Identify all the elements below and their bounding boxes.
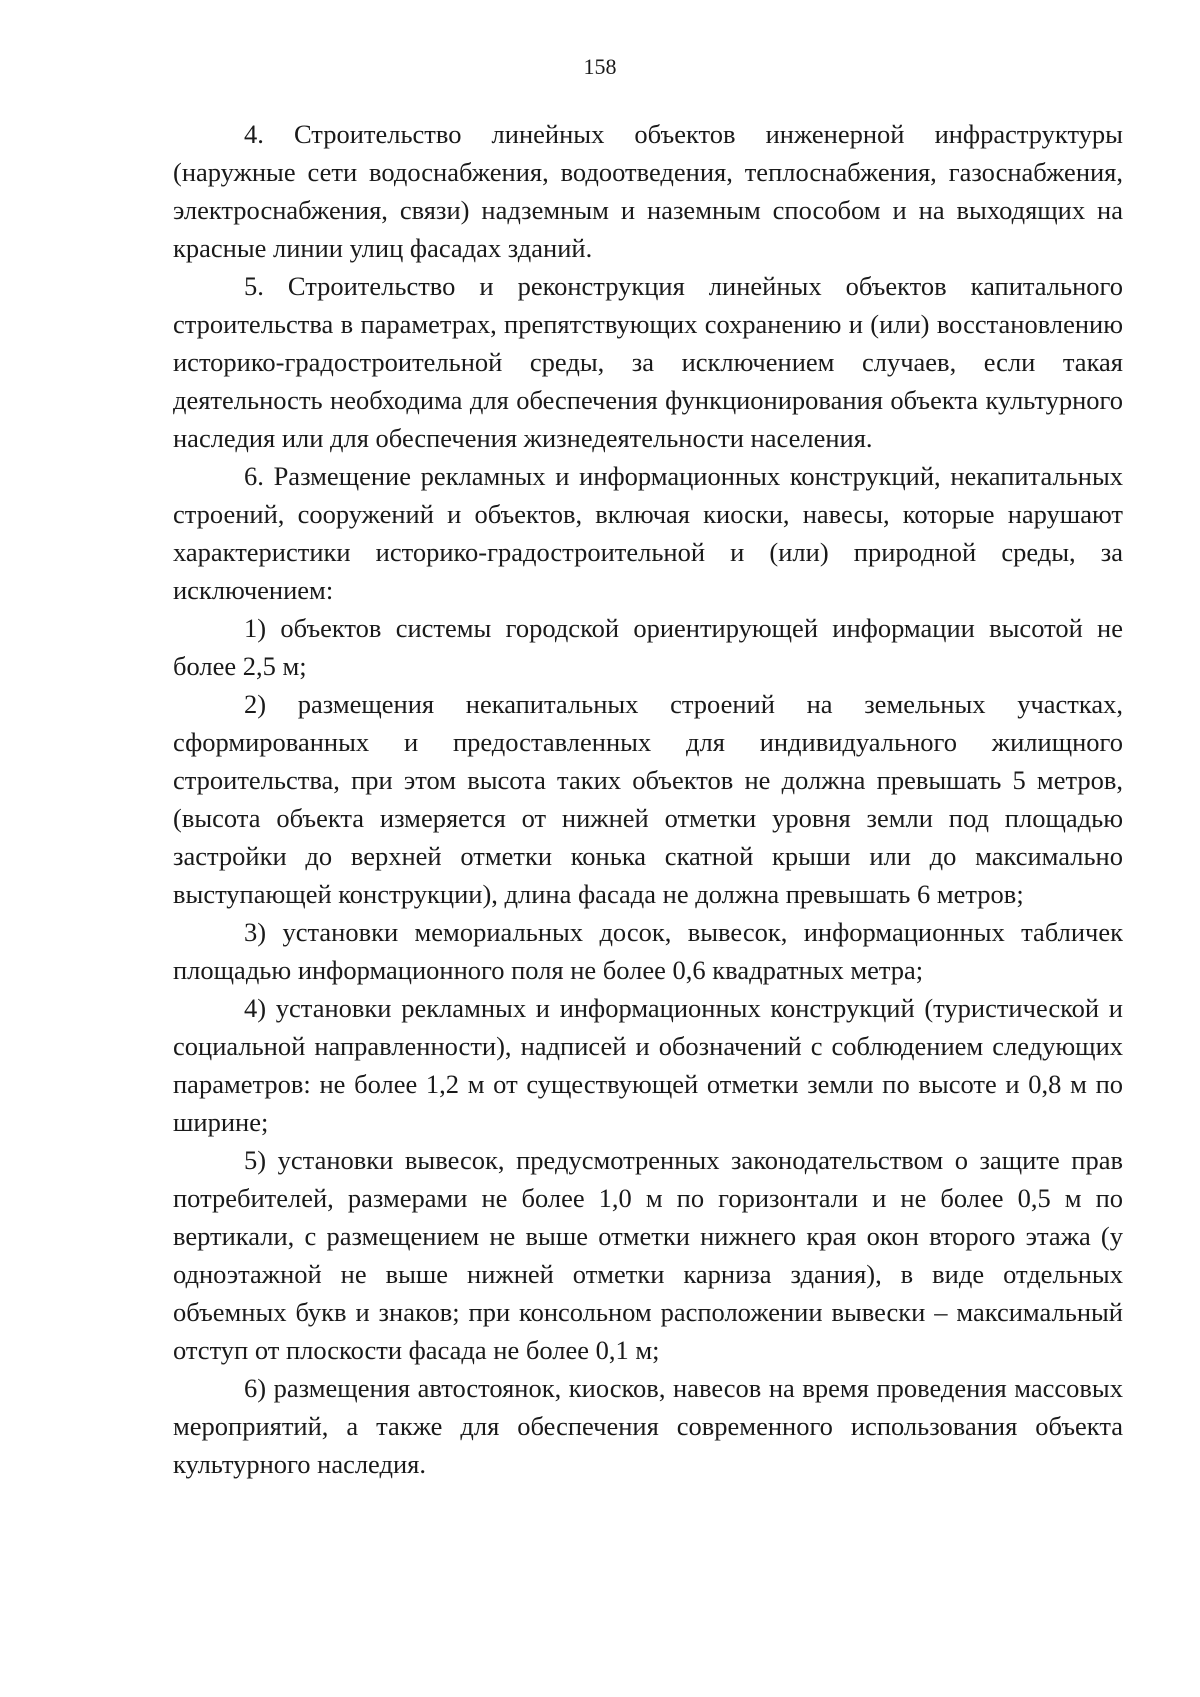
- subitem-6: 6) размещения автостоянок, киосков, навесов на время проведения массовых мероприятий, а также для обеспечения современного использования объекта культурного наследия.: [173, 1373, 1123, 1479]
- page-number: 158: [583, 54, 617, 79]
- paragraph-item-5: 5. Строительство и реконструкция линейных объектов капитального строительства в параметрах, препятствующих сохранению и (или) восстановлению историко-градостроительной среды, за исключением случаев, если такая деятельность необходима для обеспечения функционирования объекта культурного наследия или для обеспечения жизнедеятельности населения.: [173, 271, 1123, 453]
- subitem-4: 4) установки рекламных и информационных конструкций (туристической и социальной направленности), надписей и обозначений с соблюдением следующих параметров: не более 1,2 м от существующей отметки земли по высоте и 0,8 м по ширине;: [173, 993, 1123, 1137]
- subitem-5: 5) установки вывесок, предусмотренных законодательством о защите прав потребителей, размерами не более 1,0 м по горизонтали и не более 0,5 м по вертикали, с размещением не выше отметки нижнего края окон второго этажа (у одноэтажной не выше нижней отметки карниза здания), в виде отдельных объемных букв и знаков; при консольном расположении вывески – максимальный отступ от плоскости фасада не более 0,1 м;: [173, 1145, 1123, 1365]
- subitem-1: 1) объектов системы городской ориентирующей информации высотой не более 2,5 м;: [173, 613, 1123, 681]
- document-body: [173, 115, 1123, 1483]
- paragraph-item-6: 6. Размещение рекламных и информационных конструкций, некапитальных строений, сооружений и объектов, включая киоски, навесы, которые нарушают характеристики историко-градостроительной и (или) природной среды, за исключением:: [173, 461, 1123, 605]
- paragraph-item-4: 4. Строительство линейных объектов инженерной инфраструктуры (наружные сети водоснабжения, водоотведения, теплоснабжения, газоснабжения, электроснабжения, связи) надземным и наземным способом и на выходящих на красные линии улиц фасадах зданий.: [173, 119, 1123, 263]
- subitem-3: 3) установки мемориальных досок, вывесок, информационных табличек площадью информационного поля не более 0,6 квадратных метра;: [173, 917, 1123, 985]
- subitem-2: 2) размещения некапитальных строений на земельных участках, сформированных и предоставленных для индивидуального жилищного строительства, при этом высота таких объектов не должна превышать 5 метров, (высота объекта измеряется от нижней отметки уровня земли под площадью застройки до верхней отметки конька скатной крыши или до максимально выступающей конструкции), длина фасада не должна превышать 6 метров;: [173, 689, 1123, 909]
